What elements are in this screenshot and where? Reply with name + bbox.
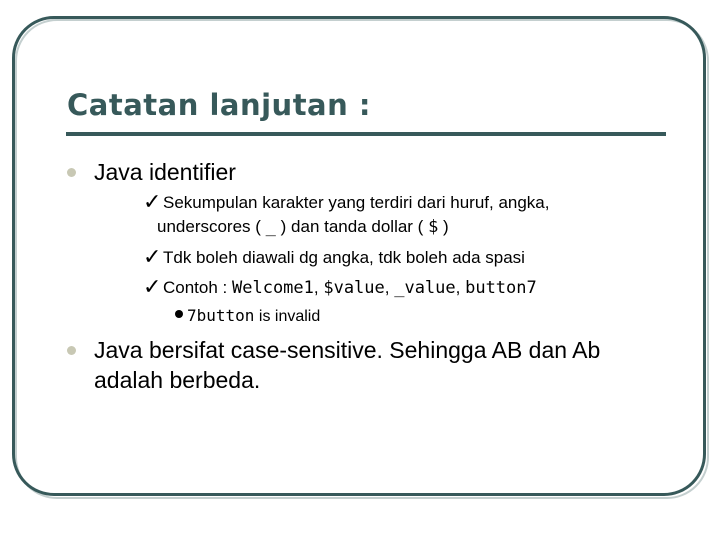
bullet-dot <box>175 310 183 318</box>
bullet-case-sensitive-cont: adalah berbeda. <box>94 367 261 393</box>
slide-title: Catatan lanjutan : <box>67 88 371 122</box>
checkmark-icon: ✓ <box>143 275 162 300</box>
bullet-dot <box>67 168 76 177</box>
bullet-dot <box>67 346 76 355</box>
bullet-case-sensitive: Java bersifat case-sensitive. Sehingga AB dan Ab <box>94 337 601 363</box>
sub-item-example: ✓Contoh : Welcome1, $value, _value, button7 <box>143 275 537 300</box>
checkmark-icon: ✓ <box>143 245 162 270</box>
sub-item-definition: ✓Sekumpulan karakter yang terdiri dari huruf, angka, <box>143 190 550 215</box>
bullet-java-identifier: Java identifier <box>94 159 236 185</box>
sub-item-definition-cont: underscores ( _ ) dan tanda dollar ( $ ) <box>157 217 449 237</box>
checkmark-icon: ✓ <box>143 190 162 215</box>
title-underline <box>66 132 666 136</box>
sub-sub-item-invalid: 7button is invalid <box>175 304 320 329</box>
sub-item-rule: ✓Tdk boleh diawali dg angka, tdk boleh ada spasi <box>143 245 525 270</box>
